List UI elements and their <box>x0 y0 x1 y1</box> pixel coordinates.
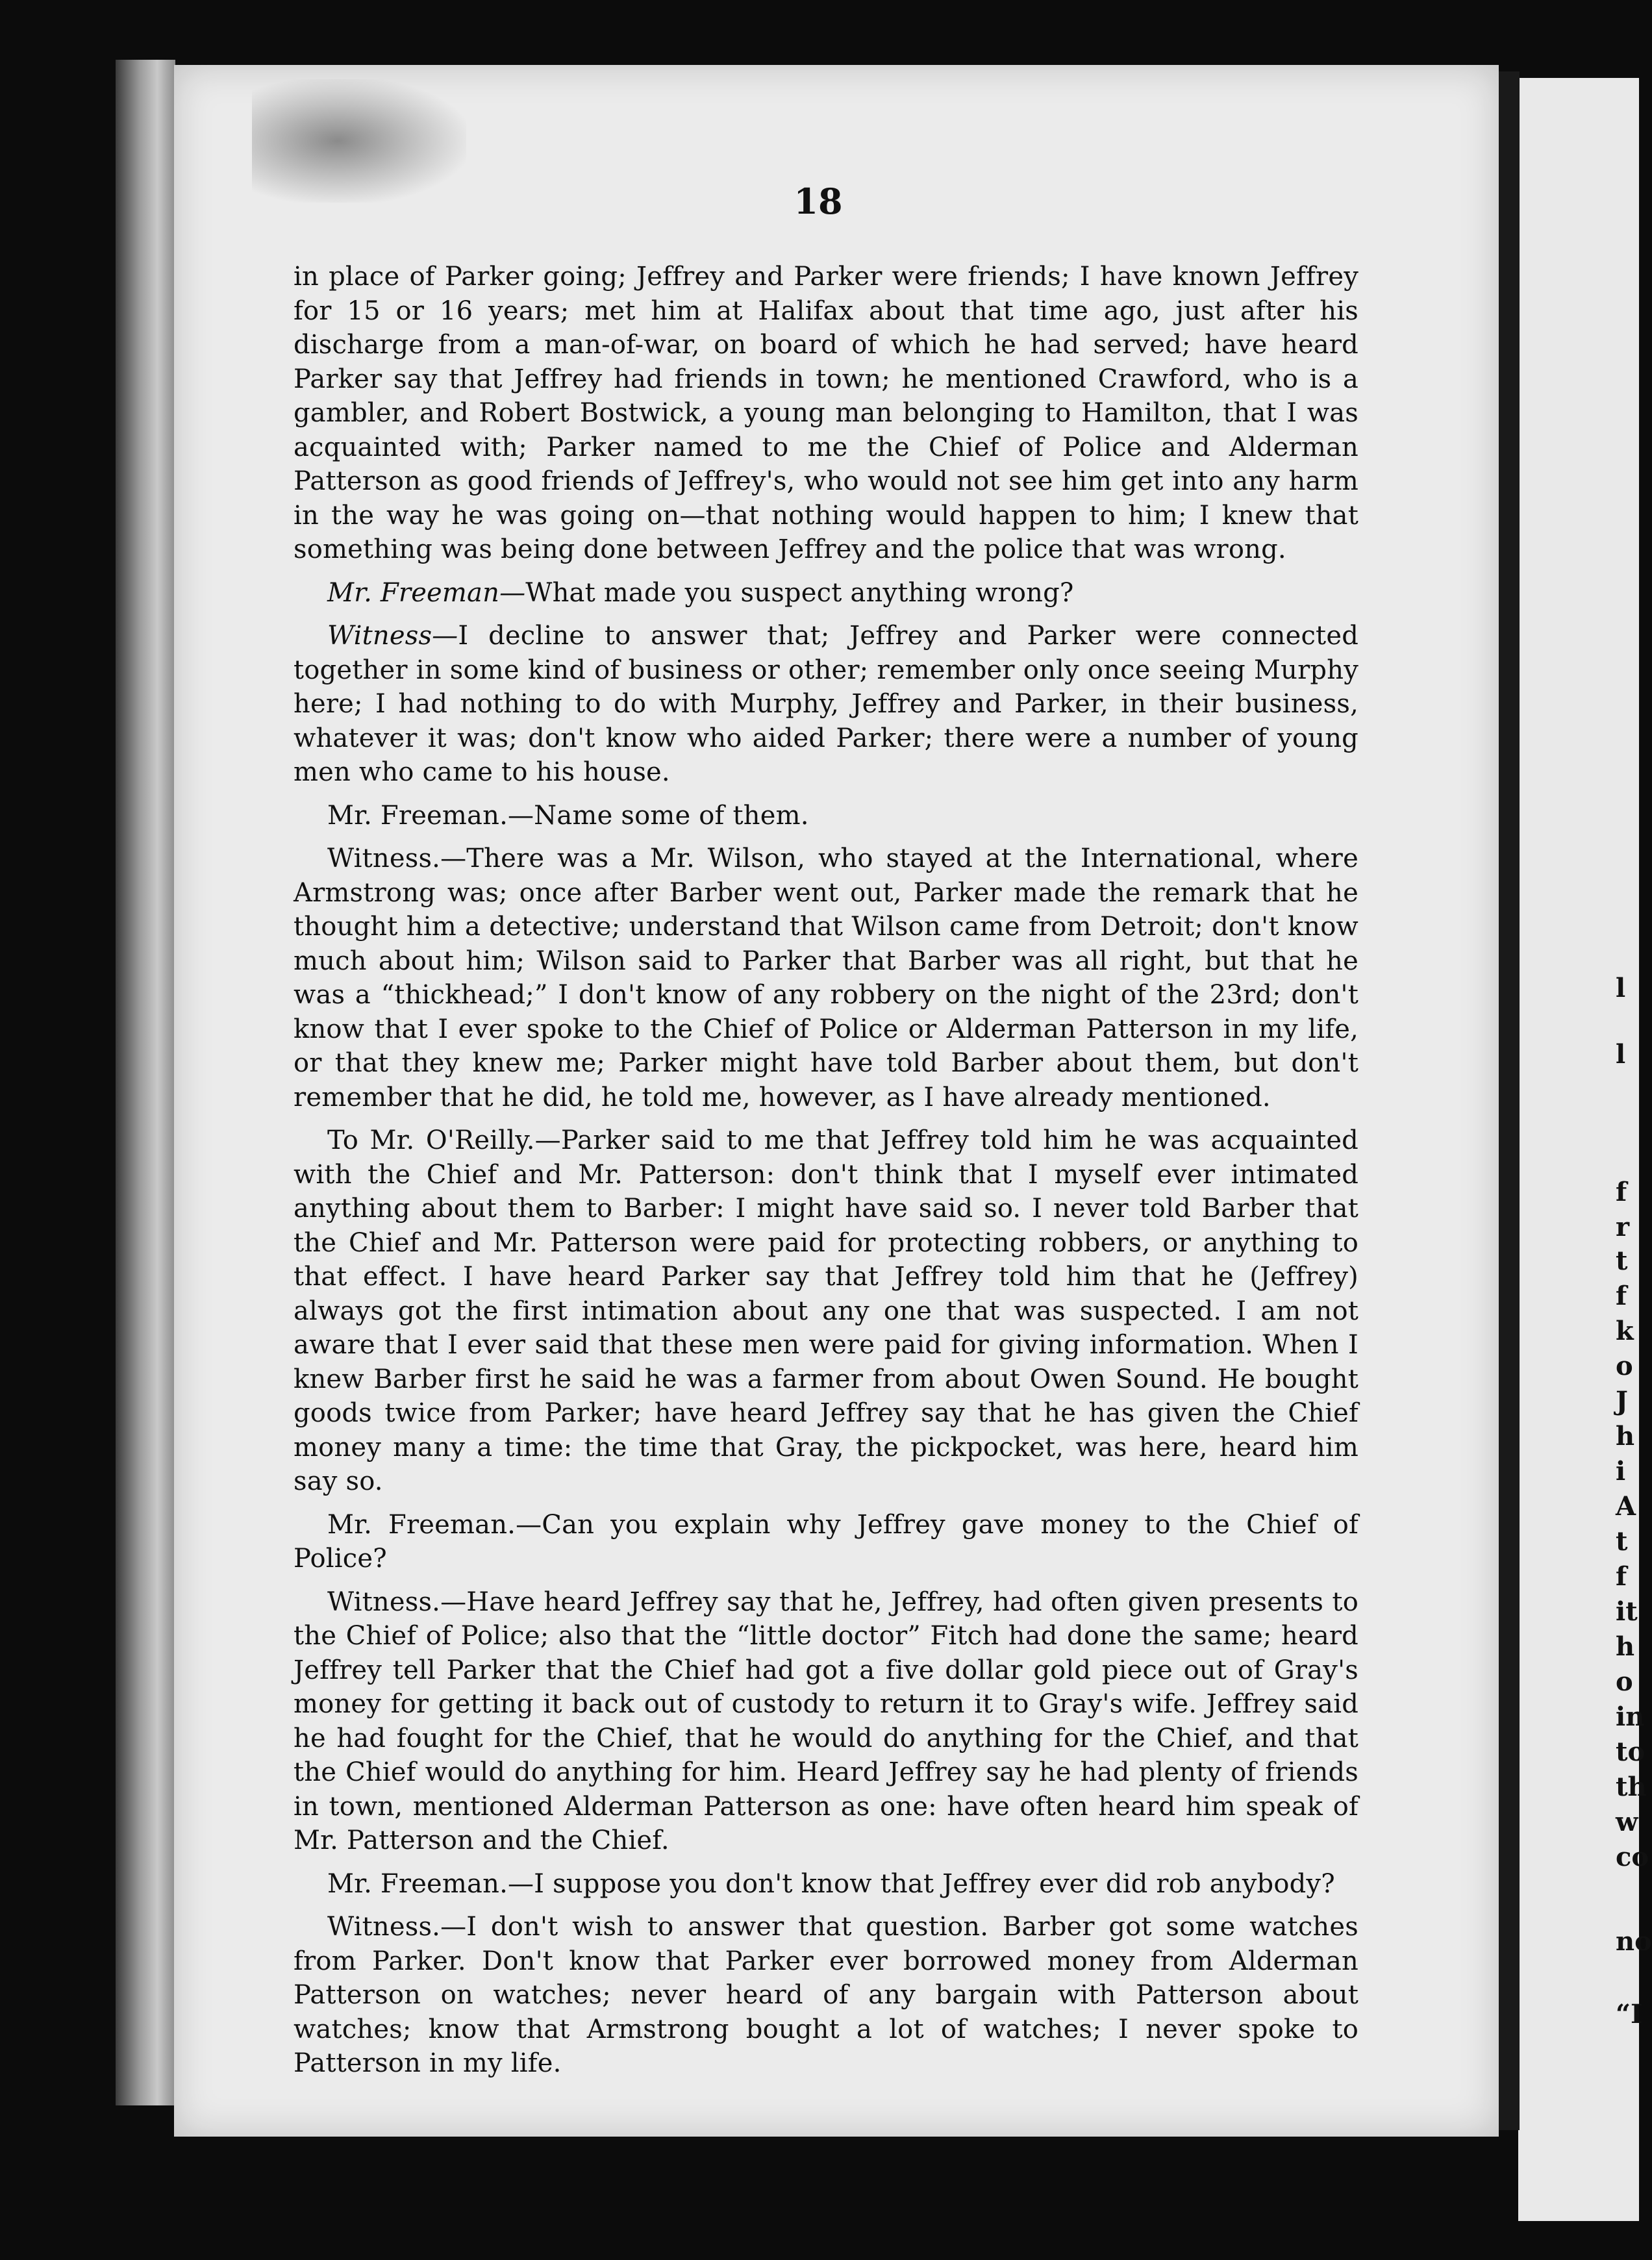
facing-page-fragment: it <box>1616 1596 1638 1627</box>
facing-page-fragment: t <box>1616 1246 1628 1276</box>
facing-page-fragment: J <box>1616 1386 1628 1416</box>
facing-page-fragment: i <box>1616 1456 1626 1487</box>
paragraph-text: Mr. Freeman.—Name some of them. <box>327 800 809 831</box>
page-body-text <box>294 260 1358 2090</box>
facing-page-fragment: h <box>1616 1631 1635 1662</box>
paragraph <box>294 576 1358 610</box>
paragraph-text: To Mr. O'Reilly.—Parker said to me that Jeffrey told him he was acquainted with the Chief and Mr. Patterson: don't think that I myself ever intimated anything about them to Barber: I might have said so. I never told Barber that the Chief and Mr. Patterson were paid for protecting robbers, or anything to that effect. I have heard Parker say that Jeffrey told him that he (Jeffrey) always got the first intimation about any one that was suspected. I am not aware that I ever said that these men were paid for giving information. When I knew Barber first he said he was a farmer from about Owen Sound. He bought goods twice from Parker; have heard Jeffrey say that he has given the Chief money many a time: the time that Gray, the pickpocket, was here, heard him say so. <box>294 1125 1358 1496</box>
facing-page-fragment: k <box>1616 1316 1634 1346</box>
page-number: 18 <box>794 181 843 222</box>
paragraph <box>294 1867 1358 1902</box>
paragraph <box>294 619 1358 790</box>
facing-page-fragment: th <box>1616 1772 1647 1802</box>
facing-page-fragment: A <box>1616 1491 1636 1522</box>
facing-page-fragment: h <box>1616 1421 1635 1451</box>
paragraph-text: Mr. Freeman.—I suppose you don't know that Jeffrey ever did rob anybody? <box>327 1868 1335 1899</box>
paragraph-text: I decline to answer that; Jeffrey and Parker were connected together in some kind of business or other; remember only once seeing Murphy here; I had nothing to do with Murphy, Jeffrey and Parker, in their business, whatever it was; don't know who aided Parker; there were a number of young men who came to his house. <box>294 621 1358 787</box>
facing-page-fragment: t <box>1616 1526 1628 1557</box>
speaker-label: Witness— <box>327 621 458 651</box>
facing-page-fragment: o <box>1616 1351 1633 1381</box>
paragraph <box>294 842 1358 1114</box>
paragraph-text: in place of Parker going; Jeffrey and Parker were friends; I have known Jeffrey for 15 or 16 years; met him at Halifax about that time ago, just after his discharge from a man-of-war, on board of which he had served; have heard Parker say that Jeffrey had friends in town; he mentioned Crawford, who is a gambler, and Robert Bostwick, a young man belonging to Hamilton, that I was acquainted with; Parker named to me the Chief of Police and Alderman Patterson as good friends of Jeffrey's, who would not see him get into any harm in the way he was going on—that nothing would happen to him; I knew that something was being done between Jeffrey and the police that was wrong. <box>294 262 1358 564</box>
paragraph-text: Witness.—Have heard Jeffrey say that he, Jeffrey, had often given presents to the Chief of Police; also that the “little doctor” Fitch had done the same; heard Jeffrey tell Parker that the Chief had got a five dollar gold piece out of Gray's money for getting it back out of custody to return it to Gray's wife. Jeffrey said he had fought for the Chief, that he would do anything for the Chief, and that the Chief would do anything for him. Heard Jeffrey say he had plenty of friends in town, mentioned Alderman Patterson as one: have often heard him speak of Mr. Patterson and the Chief. <box>294 1587 1358 1855</box>
page-stain <box>252 79 466 203</box>
paragraph-text: Witness.—I don't wish to answer that question. Barber got some watches from Parker. Don't know that Parker ever borrowed money from Alderman Patterson on watches; never heard of any bargain with Patterson about watches; know that Armstrong bought a lot of watches; I never spoke to Patterson in my life. <box>294 1912 1358 2078</box>
facing-page-fragment: f <box>1616 1561 1627 1592</box>
paragraph <box>294 1910 1358 2081</box>
paragraph-text: What made you suspect anything wrong? <box>525 577 1074 608</box>
facing-page-fragment: “I <box>1616 1999 1643 2029</box>
facing-page-fragment: w <box>1616 1807 1638 1837</box>
facing-page-fragment: f <box>1616 1177 1627 1207</box>
facing-page-fragment: no <box>1616 1926 1652 1957</box>
paragraph <box>294 799 1358 833</box>
facing-page-fragment: l <box>1616 973 1626 1003</box>
paragraph-text: Witness.—There was a Mr. Wilson, who stayed at the International, where Armstrong was; once after Barber went out, Parker made the remark that he thought him a detective; understand that Wilson came from Detroit; don't know much about him; Wilson said to Parker that Barber was all right, but that he was a “thickhead;” I don't know of any robbery on the night of the 23rd; don't know that I ever spoke to the Chief of Police or Alderman Patterson in my life, or that they knew me; Parker might have told Barber about them, but don't remember that he did, he told me, however, as I have already mentioned. <box>294 844 1358 1112</box>
paragraph <box>294 1124 1358 1499</box>
paragraph <box>294 260 1358 567</box>
facing-page-fragment: to <box>1616 1737 1646 1767</box>
paragraph <box>294 1508 1358 1576</box>
paragraph-text: Mr. Freeman.—Can you explain why Jeffrey gave money to the Chief of Police? <box>294 1509 1358 1574</box>
facing-page <box>1518 78 1639 2221</box>
paragraph <box>294 1585 1358 1858</box>
facing-page-fragment: co <box>1616 1842 1649 1872</box>
facing-page-fragment: in <box>1616 1701 1645 1732</box>
facing-page-fragment: o <box>1616 1666 1633 1697</box>
speaker-label: Mr. Freeman— <box>327 577 526 608</box>
facing-page-fragment: f <box>1616 1281 1627 1311</box>
facing-page-fragment: l <box>1616 1039 1626 1070</box>
facing-page-fragment: r <box>1616 1212 1630 1242</box>
book-spine-edge <box>116 60 175 2105</box>
